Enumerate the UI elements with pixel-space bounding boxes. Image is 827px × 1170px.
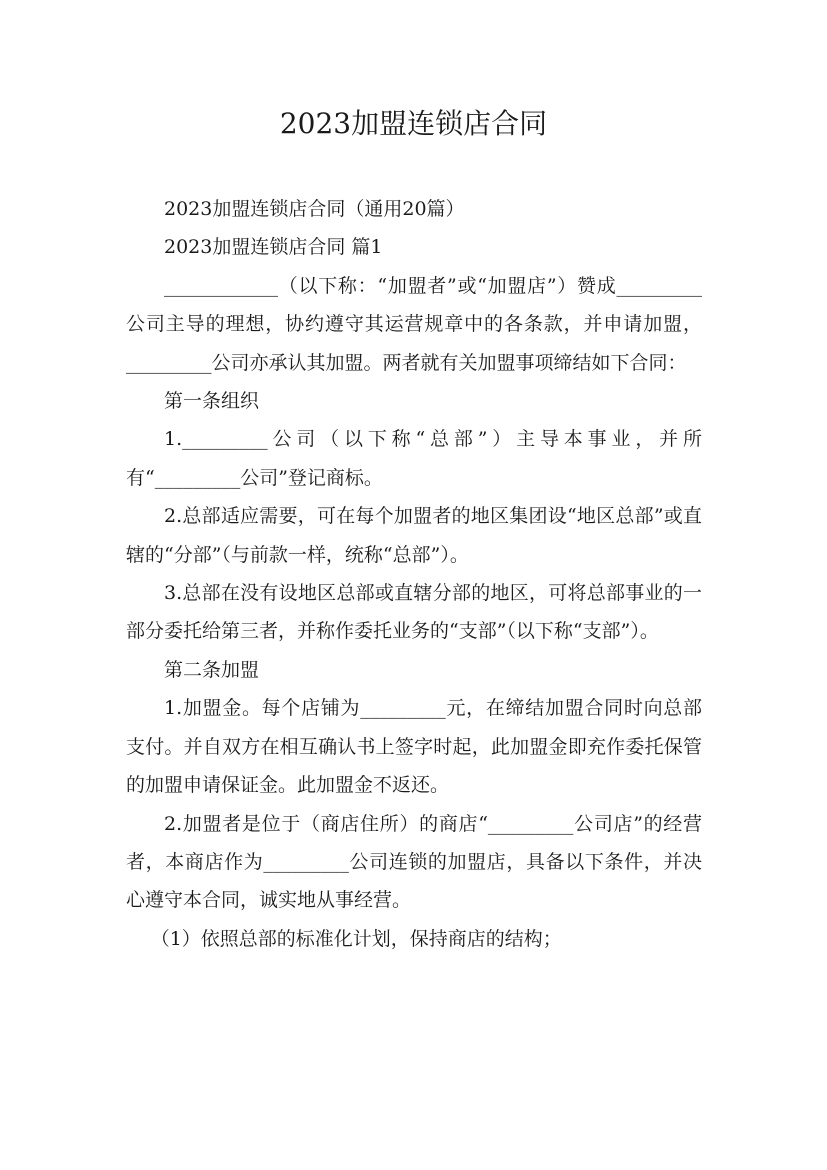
paragraph-2-2: 2.加盟者是位于（商店住所）的商店“_________公司店”的经营者，本商店作为_________公司连锁的加盟店，具备以下条件，并决心遵守本合同，诚实地从事经营。 [126,812,702,912]
article-heading-2: 第二条加盟 [164,658,260,681]
paragraph-preamble: ____________（以下称：“加盟者”或“加盟店”）赞成_________公司主导的理想，协约遵守其运营规章中的各条款，并申请加盟，_________公司亦承认其加盟。两者就有关加盟事项缔结如下合同： [126,274,702,374]
paragraph-1-3: 3.总部在没有设地区总部或直辖分部的地区，可将总部事业的一部分委托给第三者，并称作委托业务的“支部”（以下称“支部”）。 [126,582,702,643]
document-body [126,190,702,958]
paragraph-2-2-item-1: （1）依照总部的标准化计划，保持商店的结构； [150,927,562,950]
document-title: 2023加盟连锁店合同 [279,107,548,140]
paragraph-1-1: 1._________公司（以下称“总部”）主导本事业，并所有“_________公司”登记商标。 [126,428,702,489]
paragraph-subtitle: 2023加盟连锁店合同（通用20篇） [164,198,465,220]
article-heading-1: 第一条组织 [164,390,260,413]
paragraph-1-2: 2.总部适应需要，可在每个加盟者的地区集团设“地区总部”或直辖的“分部”（与前款一样，统称“总部”）。 [126,505,702,566]
paragraph-2-1: 1.加盟金。每个店铺为_________元，在缔结加盟合同时向总部支付。并自双方在相互确认书上签字时起，此加盟金即充作委托保管的加盟申请保证金。此加盟金不返还。 [126,697,702,797]
paragraph-section-heading: 2023加盟连锁店合同 篇1 [164,236,383,259]
